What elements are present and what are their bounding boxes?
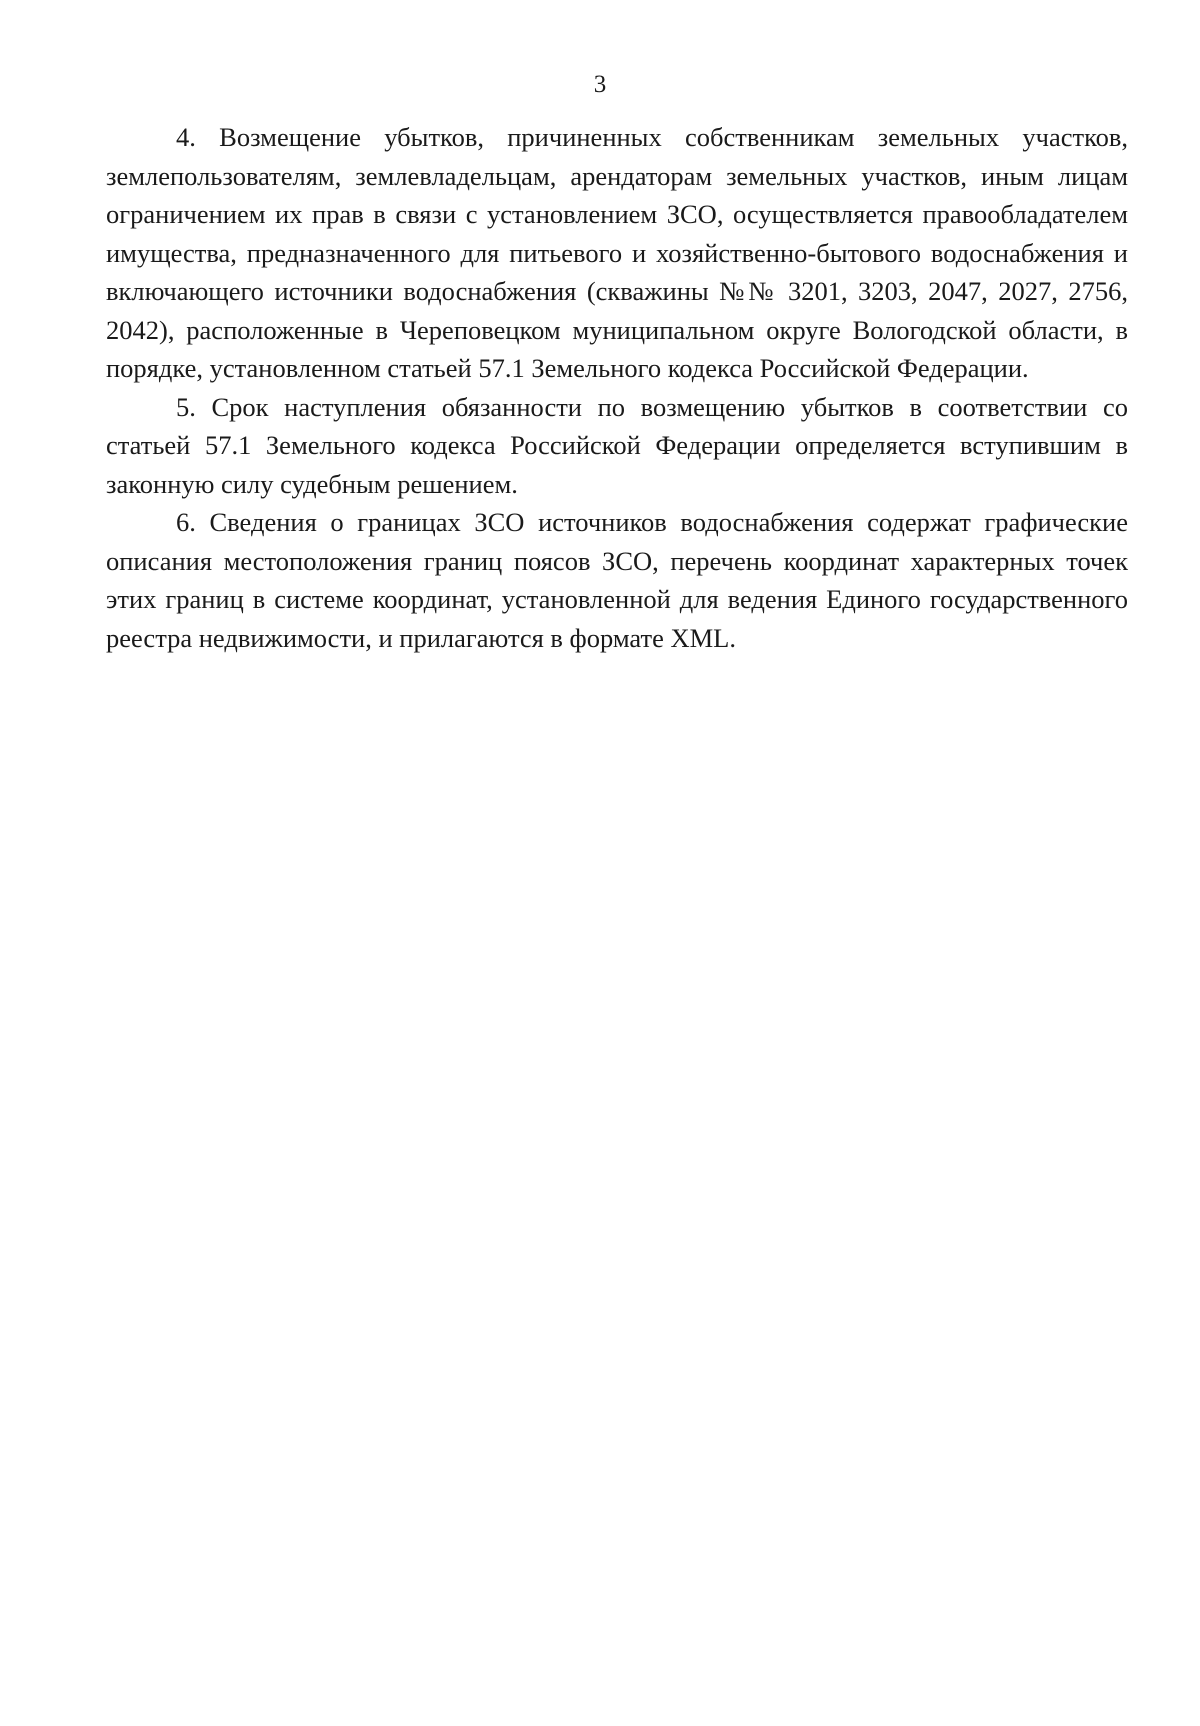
paragraph-6-boundaries: 6. Сведения о границах ЗСО источников водоснабжения содержат графические описания местоположения границ поясов ЗСО, перечень координат характерных точек этих границ в системе координат, установленной для ведения Единого государственного реестра недвижимости, и прилагаются в формате XML. — [106, 507, 1128, 653]
paragraph-4-compensation: 4. Возмещение убытков, причиненных собственникам земельных участков, землепользователям, землевладельцам, арендаторам земельных участков, иным лицам ограничением их прав в связи с установлением ЗСО, осуществляется правообладателем имущества, предназначенного для питьевого и хозяйственно-бытового водоснабжения и включающего источники водоснабжения (скважины №№ 3201, 3203, 2047, 2027, 2756, 2042), расположенные в Череповецком муниципальном округе Вологодской области, в порядке, установленном статьей 57.1 Земельного кодекса Российской Федерации. — [106, 122, 1128, 383]
paragraph-5-deadline: 5. Срок наступления обязанности по возмещению убытков в соответствии со статьей 57.1 Земельного кодекса Российской Федерации определяется вступившим в законную силу судебным решением. — [106, 391, 1128, 499]
document-body — [106, 118, 1128, 657]
page-number: 3 — [593, 71, 607, 98]
